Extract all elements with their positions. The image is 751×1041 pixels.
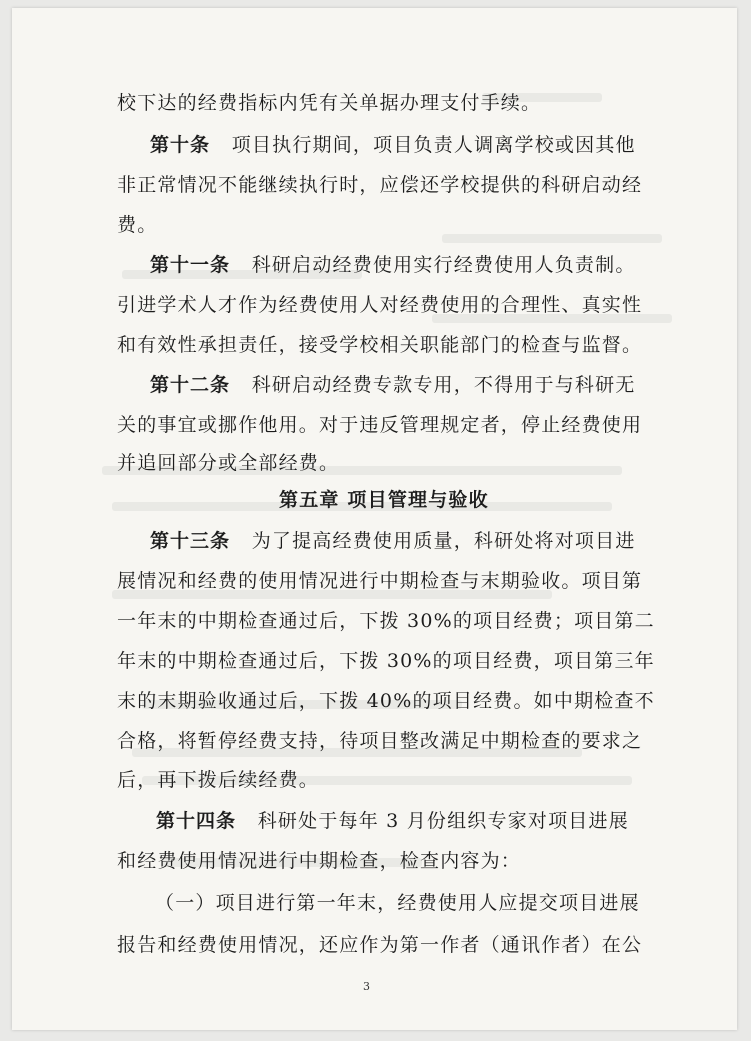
bleed-through-texture [12, 8, 737, 1030]
line-text: 一年末的中期检查通过后，下拨 30%的项目经费；项目第二 [117, 610, 655, 632]
line-text: 年末的中期检查通过后，下拨 30%的项目经费，项目第三年 [117, 650, 655, 672]
text-line-17 [117, 726, 642, 753]
line-text: 末的末期验收通过后，下拨 40%的项目经费。如中期检查不 [117, 690, 655, 712]
text-line-7 [117, 330, 642, 357]
line-text: 并追回部分或全部经费。 [117, 452, 340, 474]
text-line-12 [150, 526, 636, 553]
article-number: 第十一条 [150, 254, 231, 276]
text-line-19 [156, 806, 629, 833]
article-number: 第十二条 [150, 374, 231, 396]
chapter-heading [279, 485, 489, 512]
text-line-13 [117, 566, 642, 593]
scanned-page [12, 8, 737, 1030]
line-text: 科研处于每年 3 月份组织专家对项目进展 [257, 810, 629, 832]
text-line-5 [150, 250, 636, 277]
line-text: 后，再下拨后续经费。 [117, 769, 320, 791]
article-number: 第十四条 [156, 810, 237, 832]
line-text: 费。 [117, 214, 158, 236]
text-line-8 [150, 370, 636, 397]
line-text: 和经费使用情况进行中期检查，检查内容为： [117, 850, 522, 872]
text-line-2 [150, 130, 636, 157]
text-line-14 [117, 606, 655, 633]
line-text: 展情况和经费的使用情况进行中期检查与末期验收。项目第 [117, 570, 643, 592]
line-text: 校下达的经费指标内凭有关单据办理支付手续。 [117, 92, 542, 114]
text-line-10 [117, 448, 339, 475]
text-line-4 [117, 210, 157, 237]
text-line-16 [117, 686, 655, 713]
text-line-22 [117, 930, 642, 957]
text-line-15 [117, 646, 655, 673]
text-line-20 [117, 846, 521, 873]
line-text: 为了提高经费使用质量，科研处将对项目进 [251, 530, 636, 552]
page-number: 3 [363, 980, 370, 993]
article-number: 第十三条 [150, 530, 231, 552]
text-line-6 [117, 290, 642, 317]
article-number: 第十条 [150, 134, 211, 156]
line-text: 非正常情况不能继续执行时，应偿还学校提供的科研启动经 [117, 174, 643, 196]
text-line-21 [155, 888, 640, 915]
line-text: 科研启动经费专款专用，不得用于与科研无 [251, 374, 636, 396]
text-line-9 [117, 410, 642, 437]
text-line-1 [117, 88, 541, 115]
text-line-3 [117, 170, 642, 197]
line-text: 关的事宜或挪作他用。对于违反管理规定者，停止经费使用 [117, 414, 643, 436]
line-text: 合格，将暂停经费支持，待项目整改满足中期检查的要求之 [117, 730, 643, 752]
line-text: 科研启动经费使用实行经费使用人负责制。 [251, 254, 636, 276]
line-text: 引进学术人才作为经费使用人对经费使用的合理性、真实性 [117, 294, 643, 316]
text-line-18 [117, 765, 319, 792]
line-text: 和有效性承担责任，接受学校相关职能部门的检查与监督。 [117, 334, 643, 356]
line-text: 项目执行期间，项目负责人调离学校或因其他 [231, 134, 636, 156]
line-text: （一）项目进行第一年末，经费使用人应提交项目进展 [155, 892, 640, 914]
chapter-title: 第五章 项目管理与验收 [279, 489, 489, 511]
line-text: 报告和经费使用情况，还应作为第一作者（通讯作者）在公 [117, 934, 643, 956]
